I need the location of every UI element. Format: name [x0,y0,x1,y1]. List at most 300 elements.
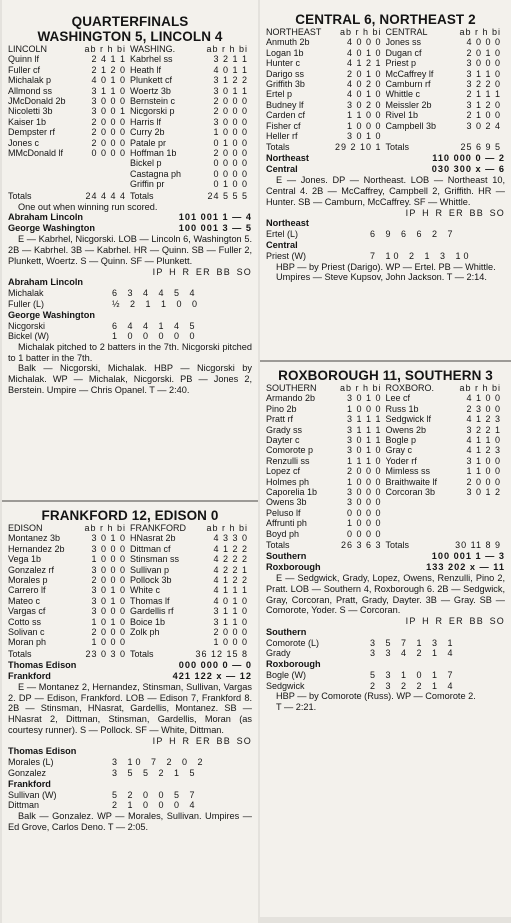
batter-name: Vargas cf [8,606,46,617]
batter-stats: 0 0 0 0 [346,507,382,518]
batter-name: Mateo c [8,595,41,606]
batter-stats: 0 1 0 0 [213,179,248,190]
batter-row [386,445,506,455]
batter-name: Priest p [385,58,417,69]
batter-name: Lee cf [385,393,411,404]
batter-row [386,100,506,110]
batter-name: Darigo ss [266,68,305,79]
team-abbrev: ROXBORO. [385,383,435,393]
batter-name: Sedgwick lf [385,414,432,425]
batter-stats: 3 0 1 0 [346,131,382,142]
batter-name: White c [130,585,161,596]
pitcher-row [266,251,505,262]
batter-name: Moran ph [8,637,47,648]
stat-columns: ab r h bi [206,523,248,533]
game-note: HBP — by Comorote (Russ). WP — Comorote 2. [276,691,476,702]
pitcher-name: Bickel (W) [8,331,49,342]
batter-row [130,606,252,616]
batter-stats: 3 1 0 0 [466,455,501,466]
team-abbrev: EDISON [8,523,43,533]
pitcher-line: ½ 2 1 1 0 0 [112,299,201,310]
pitcher-line: 3 5 7 1 3 1 [370,637,456,648]
batter-row [386,48,506,58]
away-batting [8,523,130,648]
batter-row [130,106,252,116]
batter-stats: 1 1 0 0 [346,110,382,121]
batter-row [130,596,252,606]
batter-name: Harris lf [130,116,161,127]
batter-stats: 4 0 1 0 [91,75,126,86]
batter-name: Cotto ss [8,616,42,627]
batter-name: Curry 2b [130,127,165,138]
batter-row [386,37,506,47]
pitching-lines [2,277,258,341]
pitching-lines [260,627,511,691]
batter-row [130,585,252,595]
batter-row [130,117,252,127]
batter-stats: 2 1 2 0 [91,64,126,75]
batter-row [130,158,252,168]
batter-stats: 2 0 0 0 [213,96,248,107]
batter-name: Budney lf [266,99,304,110]
stat-columns: ab r h bi [84,44,126,54]
batter-row [8,127,130,137]
batter-stats: 1 0 0 0 [213,127,248,138]
away-batting [266,383,386,539]
batter-row [266,435,386,445]
batter-row [8,544,130,554]
batter-row [130,575,252,585]
batter-name: Gardellis rf [130,606,174,617]
batting-header [8,523,130,533]
batter-row [8,148,130,158]
batter-name: Heller rf [266,131,298,142]
batter-stats: 1 1 1 0 [346,455,382,466]
batter-row [8,117,130,127]
batter-name: Carden cf [266,110,306,121]
batter-name: Ertel p [266,89,293,100]
pitcher-row [8,321,252,332]
batter-stats: 3 2 2 1 [466,424,501,435]
batter-row [130,533,252,543]
pitcher-row [8,299,252,310]
pitcher-line: 7 10 2 1 3 10 [370,251,472,262]
batter-stats: 0 1 0 0 [213,137,248,148]
pitcher-name: Grady [266,648,291,659]
batter-name: Nicoletti 3b [8,106,53,117]
batter-name: Braithwaite lf [385,476,438,487]
batter-row [386,58,506,68]
batter-stats: 3 0 0 0 [213,116,248,127]
box-score-frankford-edison [2,500,258,923]
batter-row [266,37,386,47]
batter-stats: 4 1 1 0 [466,435,501,446]
section-heading: QUARTERFINALS [71,14,189,29]
batting-table [260,383,511,539]
batter-stats: 1 0 1 0 [91,616,126,627]
batter-stats: 4 0 1 1 [213,64,248,75]
batter-stats: 3 1 1 0 [466,68,501,79]
batter-row [266,487,386,497]
batter-stats: 3 1 1 1 [346,424,382,435]
batter-stats: 2 0 0 0 [91,137,126,148]
batter-name: McCaffrey lf [385,68,434,79]
home-batting [386,27,506,141]
batter-row [386,435,506,445]
pitcher-line: 5 2 0 0 5 7 [112,789,198,800]
batter-row [130,617,252,627]
batter-stats: 3 1 1 0 [213,606,248,617]
batter-stats: 1 0 0 0 [346,120,382,131]
batter-row [266,497,386,507]
batter-name: JMcDonald 2b [8,96,66,107]
batter-stats: 3 0 1 0 [91,595,126,606]
batter-stats: 2 3 0 0 [466,403,501,414]
batter-stats: 1 0 0 0 [346,476,382,487]
batter-stats: 4 1 1 1 [213,585,248,596]
batter-stats: 0 0 0 0 [213,158,248,169]
batter-name: Boice 1b [130,616,166,627]
pitcher-line: 1 0 0 0 0 0 [112,331,198,342]
pitching-team: Abraham Lincoln [8,277,84,288]
pitching-lines [2,746,258,810]
stat-columns: ab r h bi [206,44,248,54]
batter-name: Jones c [8,137,40,148]
batter-row [266,110,386,120]
batter-stats: 2 1 0 0 [466,110,501,121]
linescore-row: Central 030 300 x — 6 [266,164,505,175]
totals-row: Totals 29 2 10 1 Totals 25 6 9 5 [266,142,501,153]
pitcher-line: 5 3 1 0 1 7 [370,670,456,681]
batting-table [2,523,258,648]
pitcher-name: Bogle (W) [266,670,307,681]
game-note: One out when winning run scored. [18,201,158,212]
batter-name: Zolk ph [130,627,160,638]
batter-row [386,89,506,99]
batter-name: Russ 1b [385,403,419,414]
home-batting [386,383,506,539]
pitching-team: Southern [266,626,307,637]
batter-row [130,179,252,189]
batter-row [130,96,252,106]
pitcher-row [8,800,252,811]
batter-stats: 1 0 0 0 [213,637,248,648]
batter-stats: 2 0 0 0 [466,476,501,487]
batter-stats: 3 0 1 1 [346,435,382,446]
game-note: Balk — Nicgorski, Michalak. HBP — Nicgorski by Michalak. WP — Michalak, Nicgorski. PB — Jones 2, Berstein. Umpire — Chris Opanel. T — 2:40. [8,363,252,396]
batter-stats: 2 0 0 0 [213,627,248,638]
batter-name: Michalak p [8,75,52,86]
batter-row [266,69,386,79]
batter-row [130,169,252,179]
batter-stats: 1 0 0 0 [91,554,126,565]
batter-name: Bogle p [385,435,417,446]
batter-name: Sullivan p [130,564,170,575]
batter-name [130,637,204,647]
batter-row [8,106,130,116]
pitcher-name: Michalak [8,288,44,299]
batter-row [266,393,386,403]
game-headline: CENTRAL 6, NORTHEAST 2 [295,12,476,27]
stat-columns: ab r h bi [459,383,501,393]
batter-name: Patale pr [130,137,167,148]
batter-row [386,404,506,414]
batter-stats: 2 0 0 0 [91,116,126,127]
batter-row [386,487,506,497]
pitching-team: Roxborough [266,659,321,670]
pitcher-line: 6 4 4 1 4 5 [112,320,198,331]
batter-name: Lopez cf [266,466,301,477]
batter-name: Vega 1b [8,554,42,565]
batting-header [266,383,386,393]
batter-row [266,466,386,476]
batter-stats: 3 0 1 2 [466,487,501,498]
batter-stats: 4 0 1 0 [346,47,382,58]
pitcher-name: Nicgorski [8,320,46,331]
game-headline: WASHINGTON 5, LINCOLN 4 [37,29,223,44]
linescore-row: Frankford 421 122 x — 12 [8,670,252,681]
batter-name: MMcDonald lf [8,148,64,159]
batter-name: Armando 2b [266,393,316,404]
batter-row [266,518,386,528]
batter-name: Mimless ss [385,466,430,477]
batter-stats: 4 0 1 0 [346,89,382,100]
batter-name: Stinsman ss [130,554,180,565]
batter-stats: 3 0 1 0 [346,393,382,404]
stat-columns: ab r h bi [84,523,126,533]
batter-name: Nicgorski p [130,106,175,117]
pitcher-name: Ertel (L) [266,229,299,240]
batter-stats: 2 0 1 0 [346,68,382,79]
away-batting [8,44,130,190]
home-batting [130,44,252,190]
pitcher-line: 3 10 7 2 0 2 [112,757,206,768]
batter-stats: 4 0 0 0 [346,37,382,48]
batter-row [8,585,130,595]
team-abbrev: NORTHEAST [266,27,322,37]
game-note: T — 2:21. [276,702,317,713]
batter-row [8,575,130,585]
batter-name: Logan 1b [266,47,304,58]
batter-row [130,65,252,75]
batter-stats: 3 0 0 0 [466,58,501,69]
game-summary: E — Sedgwick, Grady, Lopez, Owens, Renzulli, Pino 2, Pratt. LOB — Southern 4, Roxborough 6. 2B — Sedgwick, Gray, Corcoran, Pratt, Grady, Dayter. 3B — Gray. SB — Comorote, Yoder. S — Corcoran. [266,573,505,616]
batter-stats: 0 0 0 0 [213,168,248,179]
batter-row [130,86,252,96]
pitcher-row [266,229,505,240]
game-summary: E — Kabrhel, Nicgorski. LOB — Lincoln 6, Washington 5. 2B — Kabrhel. 3B — Kabrhel. HR — Quinn. SB — Fuller 2, Plunkett, Woertz. S — Quinn. SF — Plunkett. [8,234,252,267]
batter-row [8,627,130,637]
batter-row [266,445,386,455]
batter-stats: 4 1 2 2 [213,575,248,586]
game-note: Balk — Gonzalez. WP — Morales, Sullivan. Umpires — Ed Grove, Carlos Deno. T — 2:05. [8,810,252,832]
batter-name: Griffith 3b [266,79,305,90]
box-score-washington-lincoln [2,0,258,500]
batter-row [266,79,386,89]
batting-header [130,44,252,54]
batter-row [266,508,386,518]
team-abbrev: WASHING. [130,44,176,54]
batter-row [266,89,386,99]
batter-row [266,131,386,141]
batter-name: Dempster rf [8,127,56,138]
batter-name: Hoffman 1b [130,148,177,159]
batter-stats: 3 0 1 0 [91,533,126,544]
batter-stats: 1 0 0 0 [346,518,382,529]
pitcher-name: Sedgwick [266,680,305,691]
batter-stats: 4 1 2 2 [213,543,248,554]
batter-stats: 3 0 2 0 [346,99,382,110]
batter-name: Carrero lf [8,585,46,596]
batter-stats: 2 0 0 0 [213,106,248,117]
batter-name: Grady ss [266,424,303,435]
batter-row [266,58,386,68]
batter-stats: 2 0 0 0 [213,148,248,159]
batter-stats: 2 0 1 0 [466,47,501,58]
linescore-row: Thomas Edison 000 000 0 — 0 [8,659,252,670]
batter-row [130,75,252,85]
batter-stats: 4 3 3 0 [213,533,248,544]
batter-name: Owens 2b [385,424,427,435]
batter-row [8,554,130,564]
pitching-header: IP H R ER BB SO [405,616,505,627]
batter-name: Pollock 3b [130,575,172,586]
batter-row [266,404,386,414]
batter-stats: 1 1 0 0 [466,466,501,477]
team-abbrev: FRANKFORD [130,523,186,533]
batter-row [386,121,506,131]
batting-table [2,44,258,190]
batter-stats: 4 0 0 0 [466,37,501,48]
batter-row [8,606,130,616]
pitcher-row [8,757,252,768]
pitching-team: Frankford [8,778,51,789]
batter-name: Anmuth 2b [266,37,310,48]
batter-row [130,138,252,148]
batter-row [386,425,506,435]
batter-row [130,148,252,158]
pitcher-row [266,670,505,681]
pitcher-name: Dittman [8,800,40,811]
batter-stats: 3 1 1 0 [213,616,248,627]
game-note: Umpires — Steve Kupsov, John Jackson. T — 2:14. [276,272,487,283]
batter-row [266,477,386,487]
batting-header [8,44,130,54]
batter-stats: 3 2 1 1 [213,54,248,65]
batter-stats: 3 0 0 0 [91,606,126,617]
batter-name: Griffin pr [130,179,165,190]
batter-stats: 3 2 2 0 [466,79,501,90]
team-abbrev: SOUTHERN [266,383,317,393]
batter-name: Morales p [8,575,48,586]
batter-row [130,637,252,647]
batter-name: Gray c [385,445,413,456]
pitcher-name: Gonzalez [8,768,47,779]
pitcher-name: Sullivan (W) [8,789,57,800]
batter-row [130,627,252,637]
batter-row [386,69,506,79]
pitcher-line: 3 3 4 2 1 4 [370,648,456,659]
batter-name: Peluso lf [266,507,301,518]
batter-name: Thomas lf [130,595,170,606]
stat-columns: ab r h bi [339,27,382,37]
batter-name: Caporelia 1b [266,487,318,498]
pitcher-line: 3 5 5 2 1 5 [112,768,198,779]
batter-name: Rivel 1b [385,110,419,121]
pitcher-row [266,648,505,659]
batter-stats: 1 0 0 0 [91,637,126,648]
batter-stats: 3 1 2 0 [466,99,501,110]
batter-stats: 1 0 0 0 [346,403,382,414]
game-headline: ROXBOROUGH 11, SOUTHERN 3 [278,368,493,383]
batter-row [8,75,130,85]
batter-row [266,414,386,424]
batter-name: Bernstein c [130,96,176,107]
batter-row [8,86,130,96]
game-summary: E — Montanez 2, Hernandez, Stinsman, Sullivan, Vargas 2. DP — Edison, Frankford. LOB — Edison 7, Frankford 8. 2B — Stinsman, HNasrat, Gardellis, Montanez. SB — HNasrat 2, Dittman, Stinsman, Gardellis, Moran (as courtesy runner). S — Pollock. SF — White, Dittman. [8,681,252,736]
batter-name: HNasrat 2b [130,533,176,544]
batter-stats: 3 0 0 0 [346,487,382,498]
batter-row [8,565,130,575]
linescore-row: Southern 100 001 1 — 3 [266,551,505,562]
pitcher-line: 2 1 0 0 0 4 [112,800,198,811]
team-abbrev: LINCOLN [8,44,48,54]
linescore-row: Abraham Lincoln 101 001 1 — 4 [8,212,252,223]
batter-stats: 3 1 2 2 [213,75,248,86]
pitching-lines [260,218,511,261]
batter-stats: 2 0 0 0 [346,466,382,477]
stat-columns: ab r h bi [339,383,382,393]
batter-row [386,414,506,424]
pitcher-row [266,638,505,649]
batter-stats: 3 0 0 0 [346,497,382,508]
batter-row [266,425,386,435]
batter-name: Dugan cf [385,47,422,58]
stat-columns: ab r h bi [459,27,501,37]
pitching-header: IP H R ER BB SO [405,207,505,218]
batter-name: Holmes ph [266,476,310,487]
batter-row [8,596,130,606]
batting-header [266,27,386,37]
batter-name: Plunkett cf [130,75,173,86]
linescore-row: Northeast 110 000 0 — 2 [266,153,505,164]
batter-row [8,637,130,647]
batter-row [386,79,506,89]
batter-name: Solivan c [8,627,45,638]
pitching-team: George Washington [8,309,95,320]
pitcher-line: 2 3 2 2 1 4 [370,680,456,691]
batter-name: Jones ss [385,37,422,48]
batter-stats: 4 0 1 0 [213,595,248,606]
totals-row: Totals 23 0 3 0 Totals 36 12 15 8 [8,648,248,659]
linescore-row: Roxborough 133 202 x — 11 [266,562,505,573]
batter-stats: 3 0 0 0 [91,564,126,575]
batter-name: Campbell 3b [385,120,437,131]
batter-stats: 4 1 0 0 [466,393,501,404]
batter-row [8,617,130,627]
batter-stats: 2 0 0 0 [91,575,126,586]
batter-stats: 3 1 1 1 [346,414,382,425]
batter-stats: 3 0 0 0 [91,543,126,554]
box-score-roxborough-southern [260,360,511,917]
batter-row [266,456,386,466]
batter-name: Castagna ph [130,168,182,179]
pitching-team: Northeast [266,218,309,229]
game-note: Michalak pitched to 2 batters in the 7th. Nicgorski pitched to 1 batter in the 7th. [8,341,252,363]
batter-row [130,54,252,64]
batter-row [8,54,130,64]
pitching-header: IP H R ER BB SO [152,266,252,277]
